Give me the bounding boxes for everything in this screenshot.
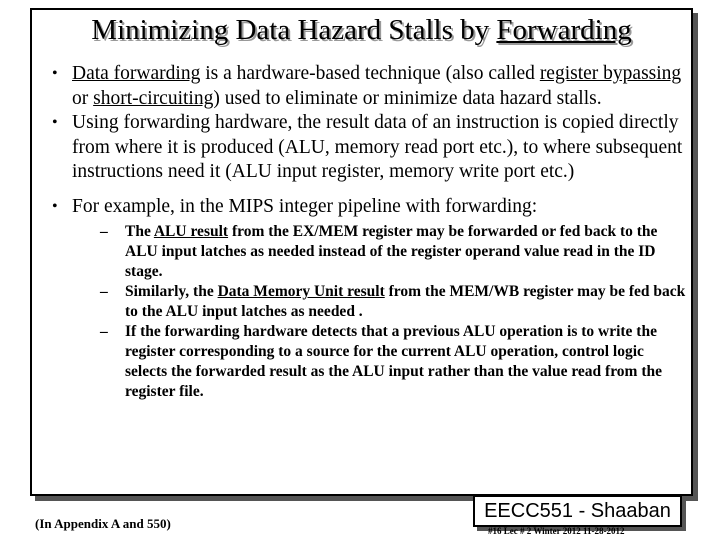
- slide-title: [32, 14, 691, 47]
- bullet-3: • For example, in the MIPS integer pipeline with forwarding: – The ALU result from the EX/MEM register may be forwarded or fed back to the ALU input latches as needed instead of the register operand value read in the ID stage. – Similarly, the Data Memory Unit result from the MEM/WB register may be fed back to the ALU input latches as needed . – If the forwarding hardware detects that a previous ALU operation is to write the register corresponding to a source for the current ALU operation, control logic selects the forwarded result as the ALU input rather than the value read from the register file.: [52, 195, 686, 400]
- title-text: Minimizing Data Hazard Stalls by: [91, 14, 497, 46]
- course-badge: EECC551 - Shaaban: [473, 495, 682, 527]
- sub-bullet-1: – The ALU result from the EX/MEM register may be forwarded or fed back to the ALU input latches as needed instead of the register operand value read in the ID stage.: [100, 223, 658, 280]
- bullet-text-part: or: [72, 87, 94, 109]
- slide-frame: [30, 8, 693, 496]
- sub-bullet-list: [72, 222, 687, 402]
- title-keyword: Forwarding: [496, 14, 632, 46]
- lecture-info: #16 Lec # 2 Winter 2012 11-28-2012: [488, 526, 625, 536]
- bullet-text-part: is a hardware-based technique (also called: [200, 63, 540, 84]
- bullet-text-part: register bypassing: [539, 63, 682, 84]
- bullet-1: • Data forwarding is a hardware-based technique (also called register bypassing or short-circuiting) used to eliminate or minimize data hazard stalls.: [52, 63, 682, 109]
- bullet-text-part: For example, in the MIPS integer pipeline with forwarding:: [72, 195, 538, 217]
- sub-bullet-text-part: Data Memory Unit result: [217, 283, 385, 300]
- sub-bullet-text-part: ALU result: [153, 223, 229, 240]
- footnote: (In Appendix A and 550): [35, 516, 171, 531]
- bullet-text-part: Data forwarding: [72, 63, 201, 84]
- bullet-text-part: Using forwarding hardware, the result data of an instruction is copied directly from where it is produced (ALU, memory read port etc.), to where subsequent instructions need it (ALU input register, memory write port etc.): [72, 112, 683, 182]
- sub-bullet-text-part: Similarly, the: [125, 283, 218, 300]
- bullet-text-part: ) used to eliminate or minimize data hazard stalls.: [213, 87, 602, 109]
- sub-bullet-text-part: The: [125, 223, 154, 240]
- sub-bullet-3: – If the forwarding hardware detects that a previous ALU operation is to write the register corresponding to a source for the current ALU operation, control logic selects the forwarded result as the ALU input rather than the value read from the register file.: [100, 323, 663, 400]
- sub-bullet-text-part: from the EX/MEM register may be forwarded or fed back to the ALU input latches as needed instead of the register operand value read in the ID stage.: [125, 223, 658, 280]
- sub-bullet-text-part: from the MEM/WB register may be fed back to the ALU input latches as needed .: [125, 283, 686, 320]
- bullet-text-part: short-circuiting: [93, 87, 214, 109]
- sub-bullet-text-part: If the forwarding hardware detects that a previous ALU operation is to write the register corresponding to a source for the current ALU operation, control logic selects the forwarded result as the ALU input rather than the value read from the register file.: [125, 323, 663, 400]
- sub-bullet-2: – Similarly, the Data Memory Unit result from the MEM/WB register may be fed back to the ALU input latches as needed .: [100, 283, 686, 320]
- bullet-2: • Using forwarding hardware, the result data of an instruction is copied directly from where it is produced (ALU, memory read port etc.), to where subsequent instructions need it (ALU input register, memory write port etc.): [52, 112, 683, 182]
- bullet-list: [52, 62, 687, 402]
